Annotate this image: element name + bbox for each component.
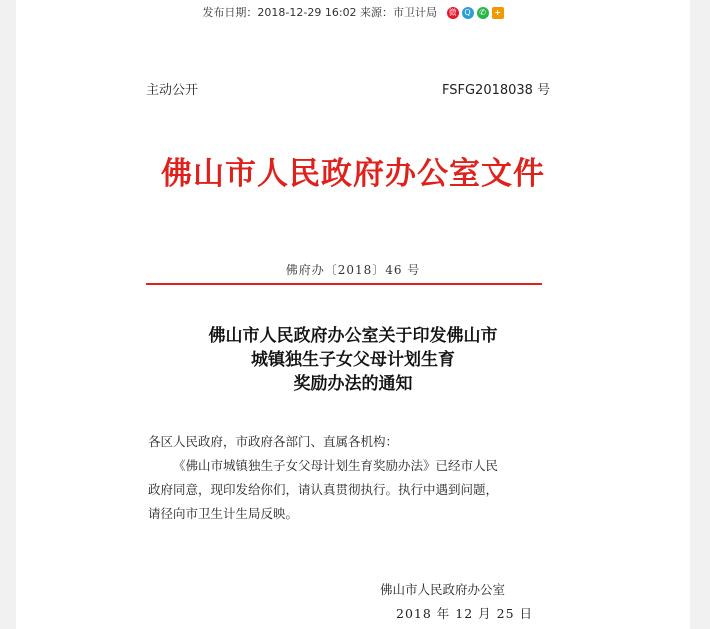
red-divider [146,283,542,285]
qzone-icon[interactable]: Q [462,7,474,19]
signature-date: 2018 年 12 月 25 日 [396,606,533,621]
open-flag: 主动公开 [146,83,199,98]
doc-code: FSFG2018038 号 [442,83,551,98]
weibo-icon[interactable]: 微 [448,8,457,17]
left-margin [0,0,16,629]
notice-title-line: 奖励办法的通知 [293,374,413,394]
publish-info [16,4,690,20]
notice-title-line: 城镇独生子女父母计划生育 [251,350,455,370]
document-number: 佛府办〔2018〕46 号 [285,263,421,277]
right-margin [690,0,710,629]
plus-icon[interactable]: + [492,7,504,19]
signature-org: 佛山市人民政府办公室 [380,582,506,597]
notice-body [148,430,558,526]
body-line: 政府同意，现印发给你们，请认真贯彻执行。执行中遇到问题， [148,482,499,497]
notice-title-line: 佛山市人民政府办公室关于印发佛山市 [208,326,498,346]
share-bar [447,7,504,19]
red-header-title: 佛山市人民政府办公室文件 [161,156,545,192]
publish-line: 发布日期：2018-12-29 16:02 来源：市卫计局 [202,6,438,19]
body-line: 《佛山市城镇独生子女父母计划生育奖励办法》已经市人民 [173,458,499,473]
salutation: 各区人民政府，市政府各部门、直属各机构： [148,434,399,449]
body-line: 请径向市卫生计生局反映。 [148,506,299,521]
document-page [16,0,690,629]
wechat-icon[interactable]: ✆ [477,7,489,19]
notice-title [16,324,690,396]
